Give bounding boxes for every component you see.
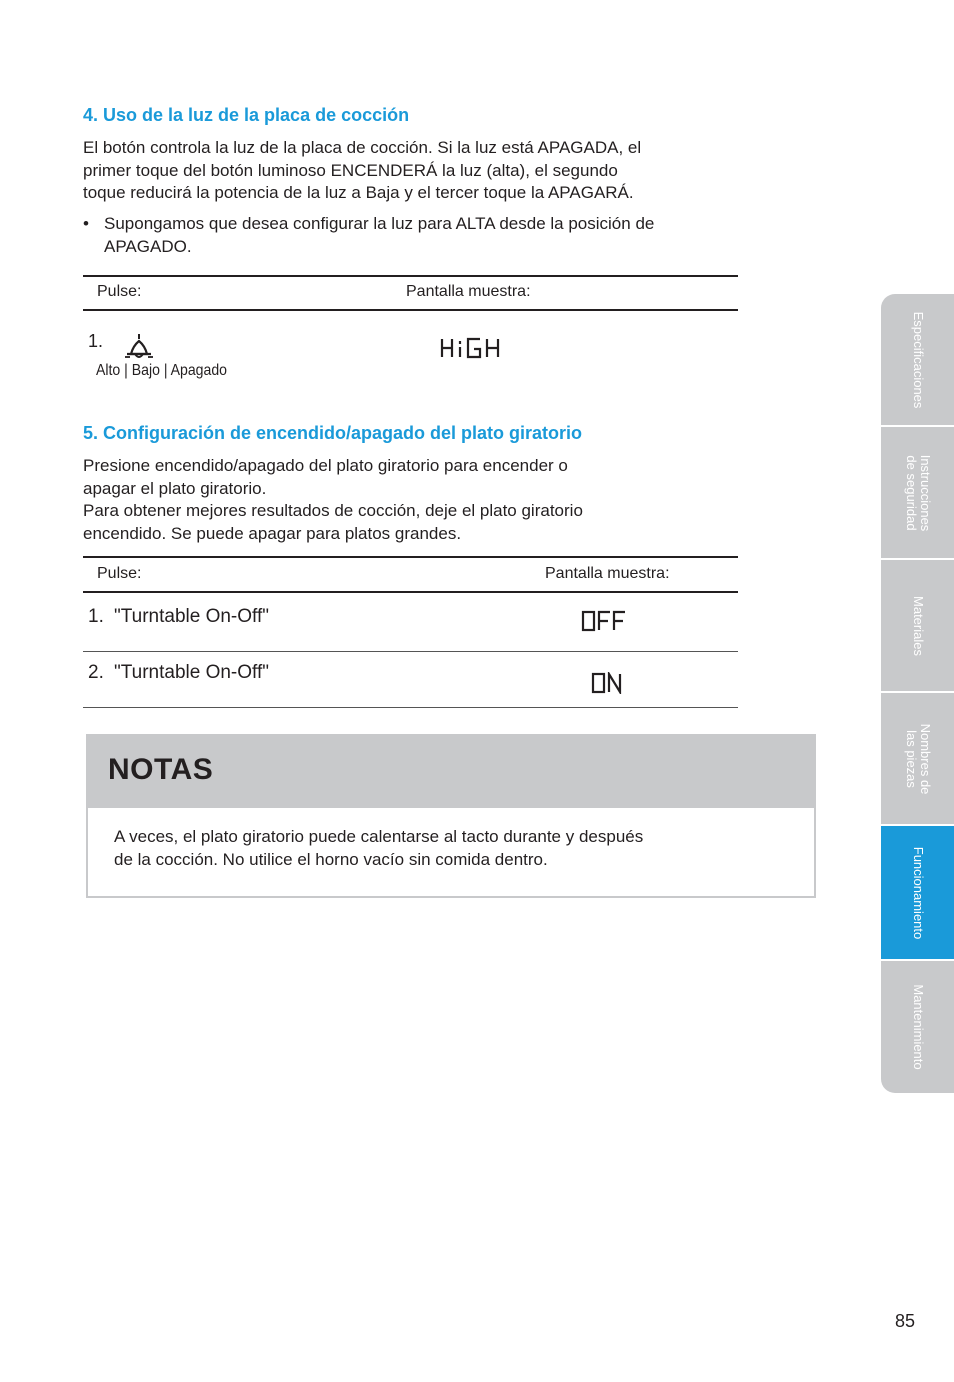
light-bulb-icon [122,332,156,362]
notes-box [86,734,816,898]
turntable-button-label: "Turntable On-Off" [114,662,269,683]
side-tab-label [911,596,925,656]
paragraph-line: El botón controla la luz de la placa de cocción. Si la luz está APAGADA, el [83,138,642,157]
side-tab-instrucciones[interactable] [881,427,954,558]
table-header-rule [83,591,738,593]
notes-text [114,826,643,871]
side-tab-label [911,311,925,408]
light-button-caption: Alto | Bajo | Apagado [96,362,228,379]
turntable-button-label: "Turntable On-Off" [114,606,269,627]
column-header-press: Pulse: [97,283,142,300]
side-tab-label [904,723,932,794]
column-header-display: Pantalla muestra: [545,565,670,582]
side-tab-line: Especificaciones [910,311,926,408]
side-tab-materiales[interactable] [881,560,954,691]
table-top-rule [83,556,738,558]
paragraph-line: toque reducirá la potencia de la luz a Baja y el tercer toque la APAGARÁ. [83,183,634,202]
section-4-paragraph [83,137,641,205]
display-readout-on [591,672,623,699]
side-tab-line: Mantenimiento [910,984,926,1070]
paragraph-line: apagar el plato giratorio. [83,478,267,498]
step-number: 1. [88,331,104,351]
table-row-rule [83,651,738,652]
table-bottom-rule [83,707,738,708]
side-tab-mantenimiento[interactable] [881,961,954,1093]
paragraph-line: primer toque del botón luminoso ENCENDERÁ la luz (alta), el segundo [83,160,618,180]
paragraph-line: Para obtener mejores resultados de cocción, deje el plato giratorio [83,501,583,520]
bullet-line: Supongamos que desea configurar la luz para ALTA desde la posición de [104,214,655,233]
notes-line: de la cocción. No utilice el horno vacío sin comida dentro. [114,849,548,869]
notes-header [88,736,814,808]
step-number: 1. [88,606,104,627]
lcd-high-graphic [440,337,502,359]
bullet-marker: • [83,214,89,233]
side-tab-label [904,454,932,531]
column-header-press: Pulse: [97,565,142,582]
side-tab-nombres[interactable] [881,693,954,824]
display-readout-off [581,610,627,637]
step-number: 2. [88,662,104,683]
paragraph-line: encendido. Se puede apagar para platos grandes. [83,523,462,543]
side-tab-especificaciones[interactable] [881,294,954,425]
side-tab-line: de seguridad [903,454,919,531]
notes-line: A veces, el plato giratorio puede calentarse al tacto durante y después [114,827,644,846]
lcd-on-graphic [591,672,623,694]
section-4-bullet [83,213,654,258]
side-tab-line: Funcionamiento [910,846,926,939]
side-tab-funcionamiento[interactable] [881,826,954,959]
section-5-heading: 5. Configuración de encendido/apagado del plato giratorio [83,423,583,443]
lcd-off-graphic [581,610,627,632]
side-tab-line: Instrucciones [917,454,933,531]
side-tab-line: Materiales [910,595,926,656]
side-tab-line: las piezas [903,729,919,788]
section-4-heading: 4. Uso de la luz de la placa de cocción [83,105,410,125]
table-top-rule [83,275,738,277]
notes-title: NOTAS [108,753,214,786]
bullet-line: APAGADO. [104,236,192,256]
side-tab-line: Nombres de [917,723,933,794]
side-tab-label [911,984,925,1069]
table-header-rule [83,309,738,311]
page-number: 85 [895,1311,916,1331]
paragraph-line: Presione encendido/apagado del plato giratorio para encender o [83,456,568,475]
section-5-paragraph [83,455,583,545]
side-tab-label [911,846,925,939]
column-header-display: Pantalla muestra: [406,283,531,300]
display-readout-high [440,337,502,364]
